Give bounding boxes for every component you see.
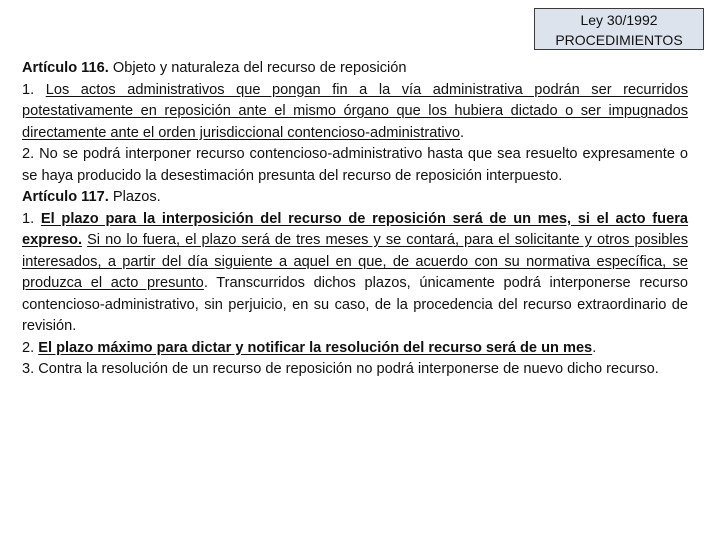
article-117-heading: Plazos. xyxy=(108,189,161,205)
article-117-paragraph-2 xyxy=(22,338,688,360)
paragraph-end: . xyxy=(592,339,597,356)
article-116-title xyxy=(22,58,688,80)
paragraph-number: 2. xyxy=(22,339,39,356)
article-117-paragraph-3: 3. Contra la resolución de un recurso de reposición no podrá interponerse de nuevo dicho recurso. xyxy=(22,361,659,377)
law-reference-badge xyxy=(534,8,704,50)
article-117-paragraph-1 xyxy=(22,209,688,338)
article-116-number: Artículo 116. xyxy=(22,60,109,76)
paragraph-rest: . Transcurridos dichos plazos, únicamente podrá interponerse recurso contencioso-administrativo, sin perjuicio, en su caso, de la procedencia del recurso extraordinario de revisión. xyxy=(22,275,688,334)
law-topic: PROCEDIMIENTOS xyxy=(555,32,683,48)
paragraph-number: 1. xyxy=(22,81,46,98)
underlined-bold-text: El plazo máximo para dictar y notificar la resolución del recurso será de un mes xyxy=(38,339,593,356)
article-116-heading: Objeto y naturaleza del recurso de reposición xyxy=(108,60,407,76)
article-116-paragraph-1 xyxy=(22,80,688,145)
paragraph-number: 1. xyxy=(22,210,41,227)
article-117-number: Artículo 117. xyxy=(22,189,109,205)
underlined-bold-text: El plazo para la interposición del recurso de reposición será de un mes, si el acto fuera expreso. xyxy=(22,210,688,248)
law-number: Ley 30/1992 xyxy=(580,12,658,28)
article-116-paragraph-2: 2. No se podrá interponer recurso contencioso-administrativo hasta que sea resuelto expresamente o se haya producido la desestimación presunta del recurso de reposición interpuesto. xyxy=(22,146,688,184)
document-body xyxy=(22,58,688,381)
article-117-title xyxy=(22,187,688,209)
underlined-text: Si no lo fuera, el plazo será de tres meses y se contará, para el solicitante y otros posibles interesados, a partir del día siguiente a aquel en que, de acuerdo con su normativa específica, se produzca el acto presunto xyxy=(22,232,688,291)
underlined-text: Los actos administrativos que pongan fin a la vía administrativa podrán ser recurridos potestativamente en reposición ante el mismo órgano que los hubiera dictado o ser impugnados directamente ante el orden jurisdiccional contencioso-administrativo xyxy=(22,81,688,141)
paragraph-end: . xyxy=(460,124,465,141)
